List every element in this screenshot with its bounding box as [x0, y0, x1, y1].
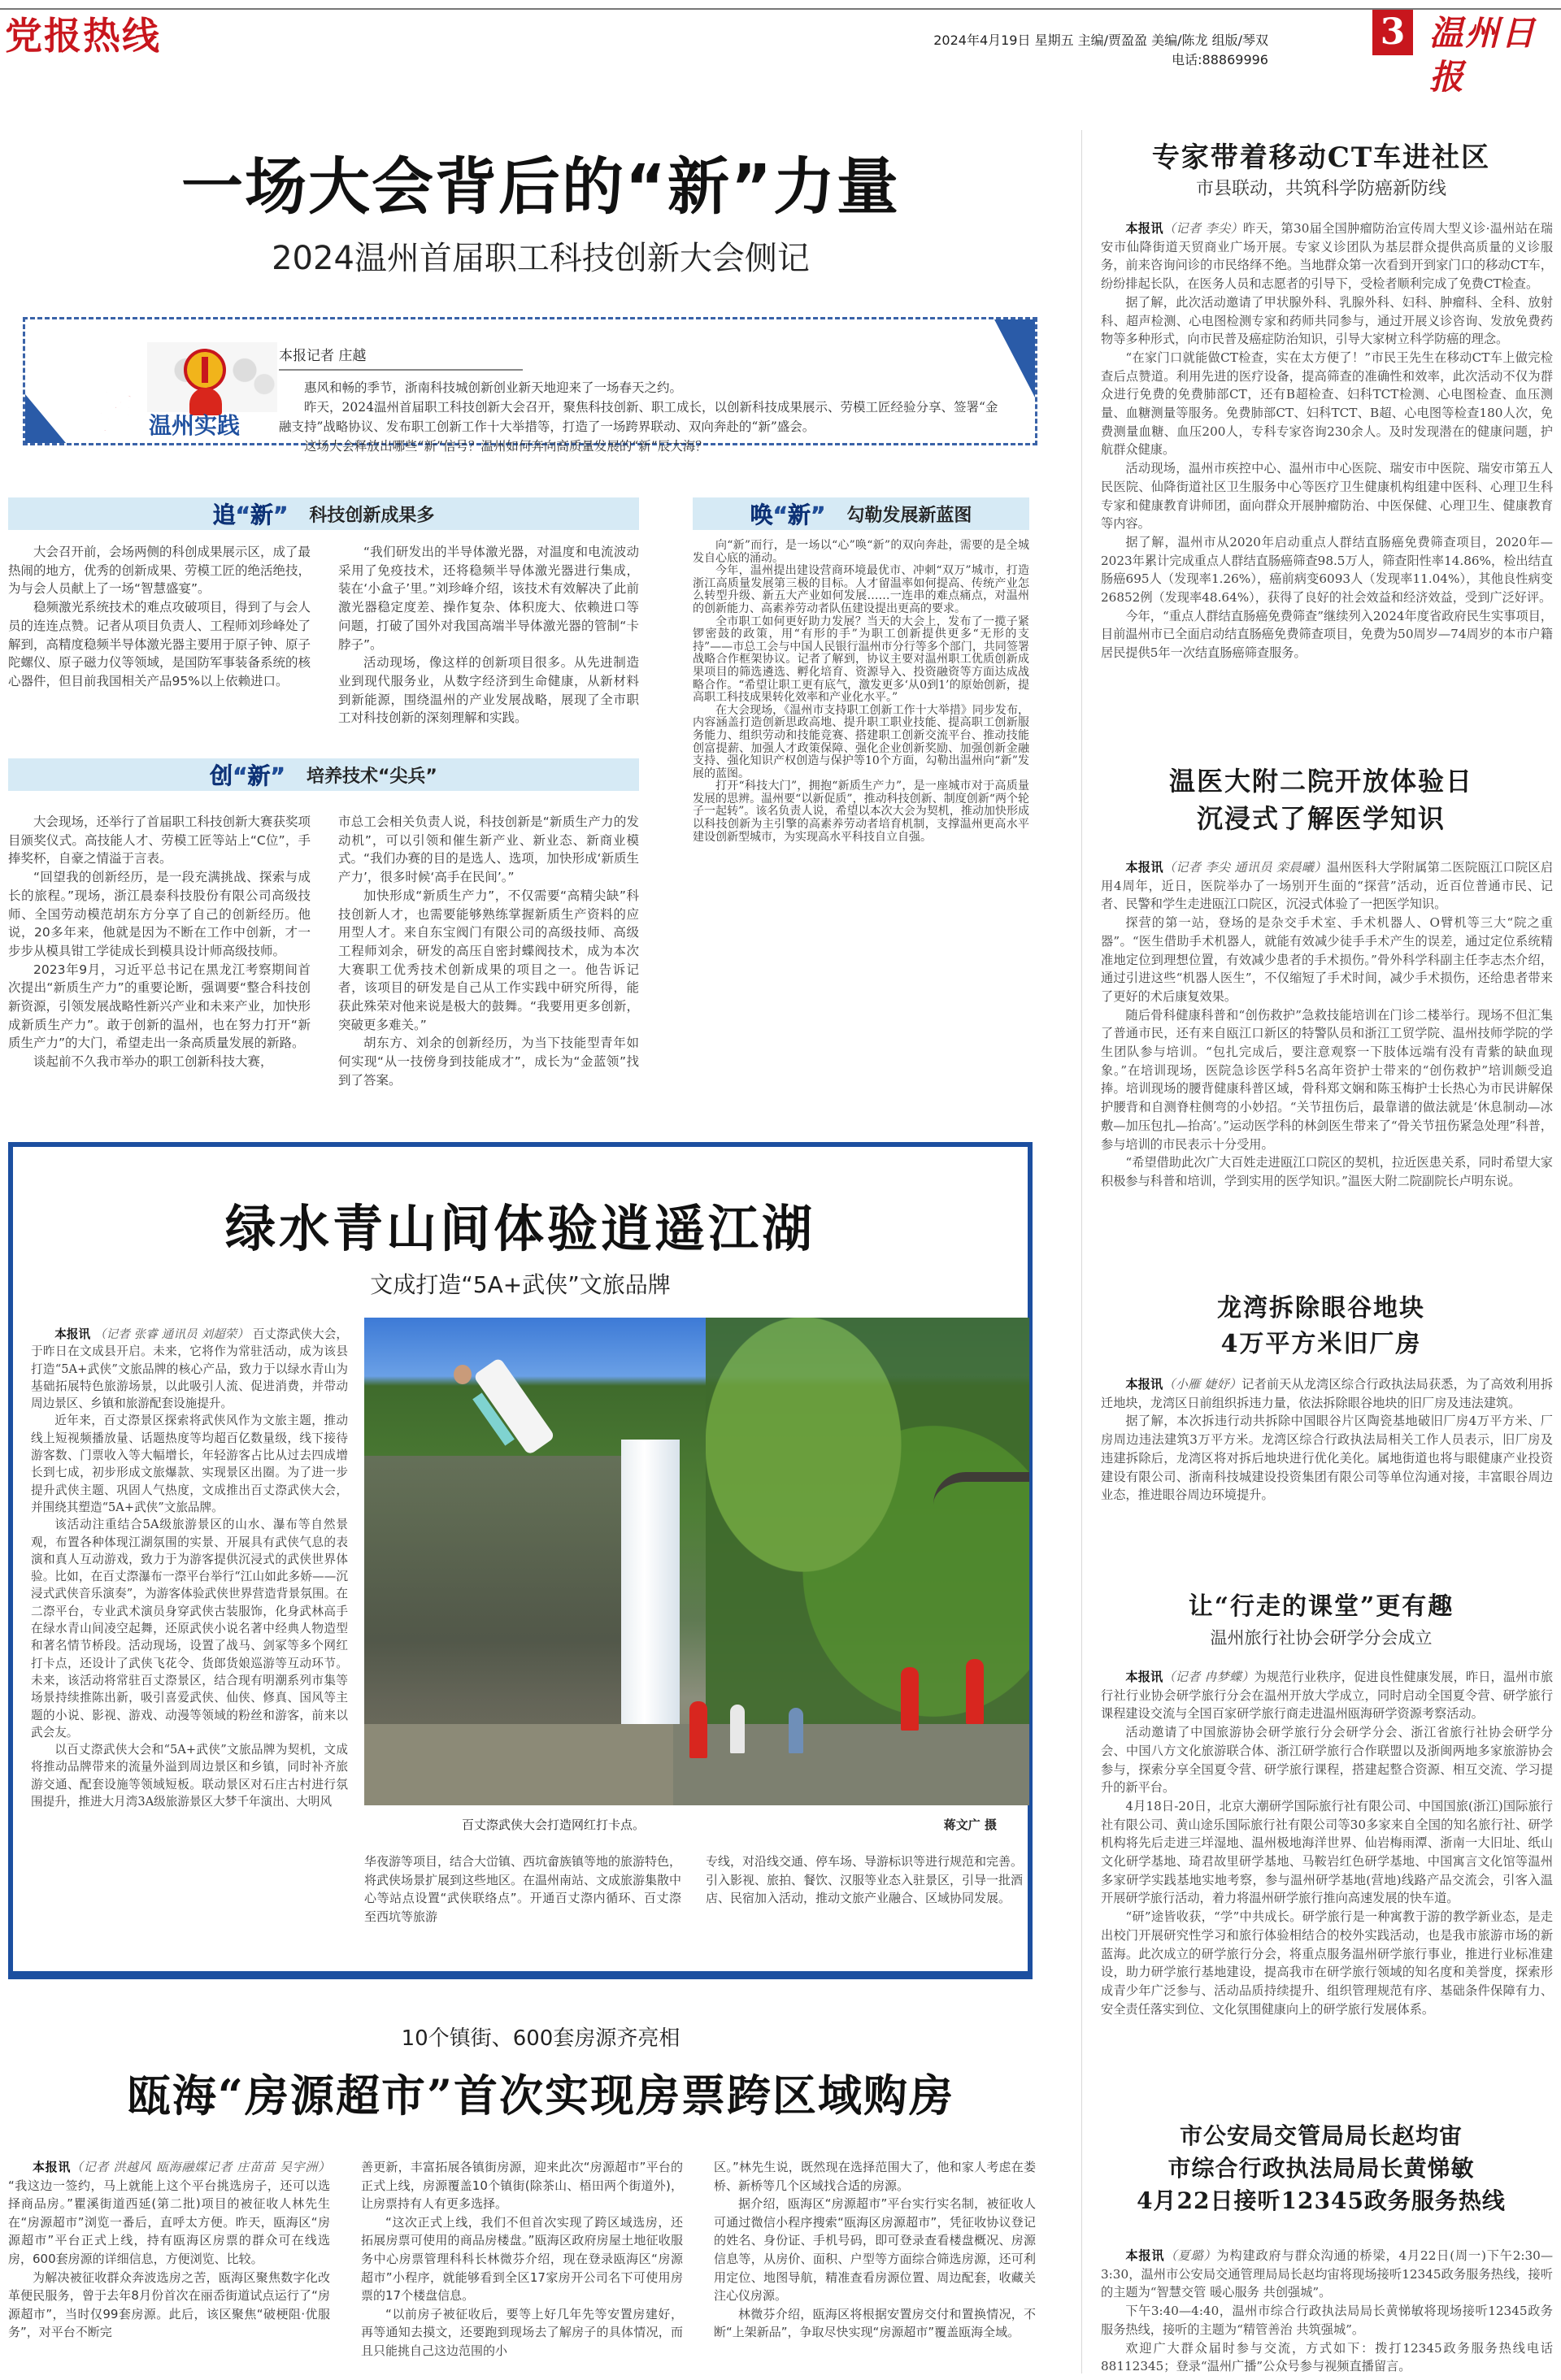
hotline-article: 本报讯（夏璐）为构建政府与群众沟通的桥梁，4月22日(周一)下午2:30—3:30，温州市公安局交通管理局局长赵均宙将现场接听12345政务服务热线，接听的主题为“智慧交管 暖心服务 共创强城”。 下午3:40—4:40，温州市综合行政执法局局长黄悌敏将现场接听12345政务服务热线，接听的主题为“精管善治 共筑强城”。 欢迎广大群众届时参与交流，方式如下：拨打12345政务服务热线电话88112345；登录“温州广播”公众号参与视频直播留言。	[1101, 2248, 1554, 2374]
section-bar-create-new	[8, 758, 639, 791]
person-icon	[189, 388, 222, 415]
photo-credit: 蒋文广 摄	[943, 1818, 997, 1832]
section-keyword: 创“新”	[210, 762, 285, 789]
reporter-credit: （夏璐）	[1164, 2248, 1217, 2263]
article-column: 市总工会相关负责人说，科技创新是“新质生产力的发动机”，可以引领和催生新产业、新业态、新商业模式。“我们办赛的目的是选人、选项，加快形成‘新质生产力’，很多时候‘高手在民间’。” 加快形成“新质生产力”，不仅需要“高精尖缺”科技创新人才，也需要能够熟练掌握新质生产资料的应用型人才。来自东宝阀门有限公司的高级技师、高级工程师刘余，研发的高压自密封蝶阀技术，成为本次大赛职工优秀技术创新成果的项目之一。他告诉记者，该项目的研发是自己从工作实践中研究所得，能获此殊荣对他来说是极大的鼓舞。“我要用更多创新，突破更多难关。” 胡东方、刘余的创新经历，为当下技能型青年如何实现“从一技傍身到技能成才”，成长为“金蓝领”找到了答案。	[338, 814, 639, 1088]
reporter-credit: （小雁 婕妤）	[1163, 1377, 1242, 1392]
section-keyword: 追“新”	[212, 502, 289, 528]
lead-label: 本报讯	[54, 1327, 91, 1341]
lead-label: 本报讯	[1125, 221, 1163, 236]
article-column: 专线，对沿线交通、停车场、导游标识等进行规范和完善。引入影视、旅拍、餐饮、汉服等业态入驻景区，引导一批酒店、民宿加入活动，推动文旅产业融合、区域协同发展。	[706, 1854, 1024, 1905]
article-column: 大会召开前，会场两侧的科创成果展示区，成了最热闹的地方，优秀的创新成果、劳模工匠的绝活绝技，为与会人员献上了一场“智慧盛宴”。 稳频激光系统技术的难点攻破项目，得到了与会人员的连连点赞。记者从项目负责人、工程师刘珍峰处了解到，高精度稳频半导体激光器主要用于原子钟、原子陀螺仪、原子磁力仪等领域，是国防军事装备系统的核心器件，但目前我国相关产品95%以上依赖进口。	[8, 545, 311, 688]
article-column: “我们研发出的半导体激光器，对温度和电流波动采用了免疫技术，还将稳频半导体激光器进行集成，装在‘小盒子’里。”刘珍峰介绍，该技术有效解决了此前激光器稳定度差、操作复杂、体积庞大、依赖进口等问题，打破了国外对我国高端半导体激光器的管制“卡脖子”。 活动现场，像这样的创新项目很多。从先进制造业到现代服务业，从数字经济到生命健康，从新材料到新能源，围绕温州的产业发展战略，展现了全市职工对科技创新的深刻理解和实践。	[338, 545, 639, 726]
article-column: 本报讯（记者 洪越风 瓯海融媒记者 庄苗苗 吴宇洲） “我这边一签约，马上就能上这个平台挑选房子，还可以选择商品房。”瞿溪街道西延(第二批)项目的被征收人林先生在“房源超市”浏览一番后，直呼太方便。昨天，瓯海区“房源超市”平台正式上线，持有瓯海区房票的群众可在线选房，600套房源的详细信息，方便浏览、比较。 为解决被征收群众奔波选房之苦，瓯海区聚焦数字化改革便民服务，曾于去年8月份首次在丽岙街道试点运行了“房源超市”，当时仅99套房源。此后，该区聚焦“破梗阻·优服务”，对平台不断完	[8, 2160, 330, 2340]
ct-article: 本报讯（记者 李尖）昨天，第30届全国肿瘤防治宣传周大型义诊·温州站在瑞安市仙降街道天贸商业广场开展。专家义诊团队为基层群众提供高质量的义诊服务，前来咨询问诊的市民络绎不绝。当地群众第一次看到开到家门口的移动CT车，纷纷排起长队，在医务人员和志愿者的引导下，受检者顺利完成了免费CT检查。 据了解，此次活动邀请了甲状腺外科、乳腺外科、妇科、肿瘤科、全科、放射科、超声检测、心电图检测专家和药师共同参与，通过开展义诊咨询、发放免费药物等多种形式，向市民普及癌症防治知识，引导大家树立科学防癌的理念。 “在家门口就能做CT检查，实在太方便了！”市民王先生在移动CT车上做完检查后点赞道。利用先进的医疗设备，提高筛查的准确性和效率，此次活动不仅为群众进行免费的免费肺部CT，还有B超检查、妇科TCT检测、心电图检查、血压测量、血糖测量等服务。免费肺部CT、妇科TCT、B超、心电图等检查180人次，免费测量血糖、血压200人，专科专家咨询230余人。及时发现潜在的健康问题，护航群众健康。 活动现场，温州市疾控中心、温州市中心医院、瑞安市中医院、瑞安市第五人民医院、仙降街道社区卫生服务中心等医疗卫生健康机构组建中医科、心理卫生科专家和健康教育讲师团，面向群众开展肿瘤防治、中医保健、心理卫生、健康教育等内容。 据了解，温州市从2020年启动重点人群结直肠癌免费筛查项目，2020年—2023年累计完成重点人群结直肠癌筛查98.5万人，筛查阳性率14.86%，检出结直肠癌695人（发现率1.26%），癌前病变6093人（发现率11.04%），其他良性病变26852例（发现率48.64%），获得了良好的社会效益和经济效益，受到广泛好评。 今年，“重点人群结直肠癌免费筛查”继续列入2024年度省政府民生实事项目，目前温州市已全面启动结直肠癌免费筛查项目，免费为50周岁—74周岁的本市户籍居民提供5年一次结直肠癌筛查服务。	[1101, 221, 1553, 661]
reporter-credit: （记者 张睿 通讯员 刘超荣）	[93, 1327, 250, 1341]
column-divider	[1081, 130, 1082, 2373]
section-bar-call-new	[693, 497, 1029, 530]
section-title: 党报热线	[5, 14, 161, 58]
lead-label: 本报讯	[33, 2160, 72, 2174]
tourism-feature-box: 绿水青山间体验逍遥江湖 文成打造“5A+武侠”文旅品牌 本报讯 （记者 张睿 通讯员 刘超荣） 百丈漈武侠大会，于昨日在文成县开启。未来，它将作为常驻活动，成为该县打造“5A+武侠”文旅品牌的核心产品，致力于以绿水青山为基础拓展特色旅游场景，以此吸引人流、促进消费，并带动周边景区、乡镇和旅游配套设施提升。 近年来，百丈漈景区探索将武侠风作为文旅主题，推动线上短视频播放量、话题热度等均超百亿数量级，线下接待游客数、门票收入等大幅增长，年轻游客占比从过去四成增长到七成，初步形成文旅爆款、实现景区出圈。为了进一步提升武侠主题、巩固人气热度，文成推出百丈漈武侠大会，并围绕其塑造“5A+武侠”文旅品牌。 该活动注重结合5A级旅游景区的山水、瀑布等自然景观，布置各种体现江湖氛围的实景、开展具有武侠气息的表演和真人互动游戏，致力于为游客提供沉浸式的武侠世界体验。比如，在百丈漈瀑布一漈平台举行“江山如此多娇——沉浸式武侠音乐演奏”，为游客体验武侠世界营造背景氛围。在二漈平台，专业武术演员身穿武侠古装服饰，化身武林高手在绿水青山间凌空起舞，还原武侠小说名著中经典人物造型和著名情节桥段。活动现场，设置了战马、剑冢等多个网红打卡点，还设计了武侠飞花令、货郎货娘巡游等互动环节。未来，该活动将常驻百丈漈景区，结合现有明潮系列市集等场景持续推陈出新，吸引喜爱武侠、仙侠、修真、国风等主题的小说、影视、游戏、动漫等领域的粉丝和游客，前来以武会友。 以百丈漈武侠大会和“5A+武侠”文旅品牌为契机，文成将推动品牌带来的流量外溢到周边景区和乡镇，同时补齐旅游交通、配套设施等领域短板。联动景区对石庄古村进行氛围提升，推进大月湾3A级旅游景区大梦千年演出、大明风 百丈漈武侠大会打造网红打卡点。 蒋文广 摄 华夜游等项目，结合大峃镇、西坑畲族镇等地的旅游特色，将武侠场景扩展到这些地区。在温州南站、文成旅游集散中心等站点设置“武侠联络点”。开通百丈漈内循环、百丈漈至西坑等旅游 专线，对沿线交通、停车场、导游标识等进行规范和完善。引入影视、旅拍、餐饮、汉服等业态入驻景区，引导一批酒店、民宿加入活动，推动文旅产业融合、区域协同发展。	[8, 1142, 1033, 1979]
intro-box	[23, 317, 1037, 454]
page-number: 3	[1372, 10, 1413, 55]
article-column: 善更新，丰富拓展各镇街房源，迎来此次“房源超市”平台的正式上线，房源覆盖10个镇街(除茶山、梧田两个街道外)，让房票持有人有更多选择。 “这次正式上线，我们不但首次实现了跨区域选房，还拓展房票可使用的商品房楼盘。”瓯海区政府房屋土地征收服务中心房票管理科科长林微芬介绍，现在登录瓯海区“房源超市”小程序，就能够看到全区17家房开公司名下可使用房票的17个楼盘信息。 “以前房子被征收后，要等上好几年先等安置房建好，再等通知去摸文，还要跑到现场去了解房子的具体情况，而且只能挑自己这边范围的小	[361, 2160, 683, 2358]
reporter-credit: （记者 洪越风 瓯海融媒记者 庄苗苗 吴宇洲）	[71, 2160, 330, 2174]
feature-headline: 绿水青山间体验逍遥江湖	[224, 1199, 815, 1258]
paper-logo: 温州日报	[1429, 13, 1537, 97]
waterfall-wuxia-photo	[364, 1318, 1029, 1805]
logo-blue-text: 温州实践	[149, 412, 241, 439]
union-emblem-icon	[184, 349, 226, 391]
performer-red	[966, 1659, 984, 1724]
reporter-credit: （记者 李尖）	[1163, 221, 1244, 236]
section-heading: 勾勒发展新蓝图	[846, 505, 972, 526]
pavilion-roof	[933, 1472, 1029, 1537]
lead-label: 本报讯	[1125, 860, 1163, 875]
lead-headline: 一场大会背后的“新”力量	[181, 150, 900, 223]
hospital-headline: 温医大附二院开放体验日 沉浸式了解医学知识	[1168, 766, 1473, 834]
lead-label: 本报讯	[1125, 1670, 1163, 1684]
housing-headline: 瓯海“房源超市”首次实现房票跨区域购房	[126, 2069, 955, 2122]
article-column: 大会现场，还举行了首届职工科技创新大赛获奖项目颁奖仪式。高技能人才、劳模工匠等站上“C位”，手捧奖杯，自豪之情溢于言表。 “回望我的创新经历，是一段充满挑战、探索与成长的旅程。”现场，浙江晨泰科技股份有限公司高级技师、全国劳动模范胡东方分享了自己的创新经历。他说，20多年来，他就是因为不断在工作中创新，才一步步从模具钳工学徒成长到模具设计师高级技师。 2023年9月，习近平总书记在黑龙江考察期间首次提出“新质生产力”的重要论断，强调要“整合科技创新资源，引领发展战略性新兴产业和未来产业，加快形成新质生产力”。敢于创新的温州，也在努力打开“新质生产力”的大门，希望走出一条高质量发展的新路。 谈起前不久我市举办的职工创新科技大赛，	[8, 814, 311, 1070]
ct-headline: 专家带着移动CT车进社区	[1151, 141, 1491, 174]
ct-subheadline: 市县联动，共筑科学防癌新防线	[1195, 179, 1446, 199]
masthead-meta	[933, 31, 1268, 70]
article-column: 华夜游等项目，结合大峃镇、西坑畲族镇等地的旅游特色，将武侠场景扩展到这些地区。在温州南站、文成旅游集散中心等站点设置“武侠联络点”。开通百丈漈内循环、百丈漈至西坑等旅游	[364, 1854, 682, 1924]
corner-decoration	[25, 394, 66, 443]
section-keyword: 唤“新”	[750, 502, 826, 528]
demolition-article: 本报讯（小雁 婕妤）记者前天从龙湾区综合行政执法局获悉，为了高效利用拆迁地块，龙湾区日前组织拆违力量，依法拆除眼谷地块的旧厂房及违法建筑。 据了解，本次拆违行动共拆除中国眼谷片区陶瓷基地破旧厂房4万平方米、厂房周边违法建筑3万平方米。龙湾区综合行政执法局相关工作人员表示，旧厂房及违建拆除后，龙湾区将对拆后地块进行优化美化。属地街道也将与眼健康产业投资建设有限公司、浙南科技城建设投资集团有限公司等单位沟通对接，丰富眼谷周边业态，推进眼谷周边环境提升。	[1101, 1377, 1554, 1503]
phone-line: 电话:88869996	[1172, 52, 1268, 67]
section-bar-chase-new	[8, 497, 639, 530]
section-heading: 培养技术“尖兵”	[306, 766, 437, 787]
housing-kicker: 10个镇街、600套房源齐亮相	[401, 2026, 680, 2051]
union-logo	[90, 342, 277, 438]
reporter-credit: （记者 冉梦蝶）	[1163, 1670, 1254, 1684]
performer-red	[901, 1667, 919, 1731]
studytour-subheadline: 温州旅行社协会研学分会成立	[1210, 1628, 1433, 1648]
demolition-headline: 龙湾拆除眼谷地块 4万平方米旧厂房	[1217, 1294, 1425, 1358]
waterfall	[621, 1440, 680, 1748]
performer-red	[689, 1701, 707, 1758]
flying-performer	[446, 1350, 567, 1480]
article-column: 本报讯 （记者 张睿 通讯员 刘超荣） 百丈漈武侠大会，于昨日在文成县开启。未来，它将作为常驻活动，成为该县打造“5A+武侠”文旅品牌的核心产品，致力于以绿水青山为基础拓展特色旅游场景，以此吸引人流、促进消费，并带动周边景区、乡镇和旅游配套设施提升。 近年来，百丈漈景区探索将武侠风作为文旅主题，推动线上短视频播放量、话题热度等均超百亿数量级，线下接待游客数、门票收入等大幅增长，年轻游客占比从过去四成增长到七成，初步形成文旅爆款、实现景区出圈。为了进一步提升武侠主题、巩固人气热度，文成推出百丈漈武侠大会，并围绕其塑造“5A+武侠”文旅品牌。 该活动注重结合5A级旅游景区的山水、瀑布等自然景观，布置各种体现江湖氛围的实景、开展具有武侠气息的表演和真人互动游戏，致力于为游客提供沉浸式的武侠世界体验。比如，在百丈漈瀑布一漈平台举行“江山如此多娇——沉浸式武侠音乐演奏”，为游客体验武侠世界营造背景氛围。在二漈平台，专业武术演员身穿武侠古装服饰，化身武林高手在绿水青山间凌空起舞，还原武侠小说名著中经典人物造型和著名情节桥段。活动现场，设置了战马、剑冢等多个网红打卡点，还设计了武侠飞花令、货郎货娘巡游等互动环节。未来，该活动将常驻百丈漈景区，结合现有明潮系列市集等场景持续推陈出新，吸引喜爱武侠、仙侠、修真、国风等主题的小说、影视、游戏、动漫等领域的粉丝和游客，前来以武会友。 以百丈漈武侠大会和“5A+武侠”文旅品牌为契机，文成将推动品牌带来的流量外溢到周边景区和乡镇，同时补齐旅游交通、配套设施等领域短板。联动景区对石庄古村进行氛围提升，推进大月湾3A级旅游景区大梦千年演出、大明风	[31, 1327, 348, 1809]
studytour-article: 本报讯（记者 冉梦蝶）为规范行业秩序，促进良性健康发展，昨日，温州市旅行社行业协会研学旅行分会在温州开放大学成立，同时启动全国夏令营、研学旅行课程建设交流与全国百家研学旅行商走进温州瓯海研学资源考察活动。 活动邀请了中国旅游协会研学旅行分会研学分会、浙江省旅行社协会研学分会、中国八方文化旅游联合体、浙江研学旅行合作联盟以及浙闽两地多家旅游协会参与，探索分享全国夏令营、研学旅行课程，搭建起整合资源、相互交流、学习提升的新平台。 4月18日-20日，北京大潮研学国际旅行社有限公司、中国国旅(浙江)国际旅行社有限公司、黄山途乐国际旅行社有限公司等30多家来自全国的知名旅行社、研学机构将先后走进三垟湿地、温州极地海洋世界、仙岩梅雨潭、浙南一大旧址、纸山文化研学基地、琦君故里研学基地、马鞍岩红色研学基地、中国寓言文化馆等温州多家研学实践基地实地考察，参与温州研学基地(营地)线路产品交流会，引客入温开展研学旅行活动，着力将温州研学旅行推向高速发展的快车道。 “研”途皆收获，“学”中共成长。研学旅行是一种寓教于游的教学新业态，是走出校门开展研究性学习和旅行体验相结合的校外实践活动，也是我市旅游市场的新蓝海。此次成立的研学旅行分会，将重点服务温州研学旅行事业，推进行业标准建设，助力研学旅行基地建设，提高我市在研学旅行领域的知名度和美誉度，探索形成青少年广泛参与、活动品质持续提升、组织管理规范有序、基础条件保障有力、安全责任落实到位、文化氛围健康向上的研学旅行发展体系。	[1101, 1670, 1554, 2017]
lead-subheadline: 2024温州首届职工科技创新大会侧记	[272, 240, 810, 277]
lead-label: 本报讯	[1125, 2248, 1165, 2263]
date-line: 2024年4月19日 星期五 主编/贾盈盈 美编/陈龙 组版/琴双	[933, 33, 1268, 48]
photographer	[730, 1705, 745, 1753]
logo-red-text: 工会 力量	[90, 389, 133, 436]
feature-subheadline: 文成打造“5A+武侠”文旅品牌	[370, 1271, 671, 1298]
hotline-headline: 市公安局交管局局长赵均宙 市综合行政执法局局长黄悌敏 4月22日接听12345政务服务热线	[1137, 2122, 1506, 2214]
reporter-credit: （记者 李尖 通讯员 栾晨曦）	[1163, 860, 1327, 875]
intro-text: 惠风和畅的季节，浙南科技城创新创业新天地迎来了一场春天之约。 昨天，2024温州首届职工科技创新大会召开，聚焦科技创新、职工成长，以创新科技成果展示、劳模工匠经验分享、签署“金融支持”战略协议、发布职工创新工作十大举措等，打造了一场跨界联动、双向奔赴的“新”盛会。 这场大会释放出哪些“新”信号？温州如何奔向高质量发展的“新”辰大海？	[279, 380, 998, 454]
byline: 本报记者 庄越	[279, 344, 523, 371]
studytour-headline: 让“行走的课堂”更有趣	[1188, 1592, 1454, 1621]
article-column: 向“新”而行，是一场以“心”唤“新”的双向奔赴，需要的是全城发自心底的涌动。 今年，温州提出建设营商环境最优市、冲刺“双万”城市，打造浙江高质量发展第三极的目标。人才留温率如何提高、传统产业怎么转型升级、新五大产业如何发展……一连串的难点痛点，对温州的创新能力、高素养劳动者队伍建设提出更高的要求。 全市职工如何更好助力发展？当天的大会上，发布了一揽子紧锣密鼓的政策，用“有形的手”为职工创新提供更多“无形的支持”——市总工会与中国人民银行温州市分行等多个部门，共同签署战略合作框架协议。记者了解到，协议主要对温州职工优质创新成果项目的筛选遴选、孵化培育、资源导入、投资融资等方面达成战略合作。“希望让职工更有底气，激发更多‘从0到1’的原始创新，提高职工科技成果转化效率和产业化水平。” 在大会现场，《温州市支持职工创新工作十大举措》同步发布，内容涵盖打造创新思政高地、提升职工职业技能、提高职工创新服务能力、组织劳动和技能竞赛、搭建职工创新交流平台、推动技能创富提薪、加强人才政策保障、强化企业创新奖励、加强创新金融支持、强化知识产权创造与保护等10个方面，勾勒出温州向“新”发展的蓝图。 打开“科技大门”，拥抱“新质生产力”，是一座城市对于高质量发展的思辨。温州要“以新促质”，推动科技创新、制度创新“两个轮子一起转”。该名负责人说，希望以本次大会为契机，推动加快形成以科技创新为主引擎的高素养劳动者培育机制，支撑温州更高水平建设创新型城市，为实现高水平科技自立自强。	[693, 539, 1029, 844]
performer-blue	[789, 1708, 803, 1753]
section-heading: 科技创新成果多	[309, 505, 435, 526]
article-column: 区。”林先生说，既然现在选择范围大了，他和家人考虑在娄桥、新桥等几个区域找合适的房源。 据介绍，瓯海区“房源超市”平台实行实名制，被征收人可通过微信小程序搜索“瓯海区房源超市”，凭征收协议登记的姓名、身份证、手机号码，即可登录查看楼盘概况、房源信息等，从房价、面积、户型等方面综合筛选房源，还可利用定位、地图导航，精准查看房源位置、周边配套，收藏关注心仪房源。 林微芬介绍，瓯海区将根据安置房交付和置换情况，不断“上架新品”，争取尽快实现“房源超市”覆盖瓯海全域。	[714, 2160, 1036, 2340]
top-rule	[0, 8, 1561, 10]
lead-label: 本报讯	[1125, 1377, 1163, 1392]
hospital-article: 本报讯（记者 李尖 通讯员 栾晨曦）温州医科大学附属第二医院瓯江口院区启用4周年，近日，医院举办了一场别开生面的“探营”活动，近百位普通市民、记者、民警和学生走进瓯江口院区，沉浸式体验了一把医学知识。 探营的第一站，登场的是杂交手术室、手术机器人、O臂机等三大“院之重器”。“医生借助手术机器人，就能有效减少徒手手术产生的误差，通过定位系统精准地定位到理想位置，有效减少患者的手术损伤。”骨外科学科副主任李志杰介绍，通过引进这些“机器人医生”，不仅缩短了手术时间，减少手术损伤，还给患者带来了更好的术后康复效果。 随后骨科健康科普和“创伤救护”急救技能培训在门诊二楼举行。现场不但汇集了普通市民，还有来自瓯江口新区的特警队员和浙江工贸学院、温州技师学院的学生团队参与培训。“包扎完成后，要注意观察一下肢体远端有没有青紫的缺血现象。”在培训现场，医院急诊医学科5名高年资护士带来的“创伤救护”培训颇受追捧。培训现场的腰背健康科普区域，骨科郑文娴和陈玉梅护士长热心为市民讲解保护腰背和自测脊柱侧弯的小妙招。“关节扭伤后，最靠谱的做法就是‘休息制动—冰敷—加压包扎—抬高’。”运动医学科的林剑医生带来了“骨关节扭伤紧急处理”科普，参与培训的市民表示十分受用。 “希望借助此次广大百姓走进瓯江口院区的契机，拉近医患关系，同时希望大家积极参与科普和培训，学到实用的医学知识。”温医大附二院副院长卢明东说。	[1101, 860, 1554, 1188]
